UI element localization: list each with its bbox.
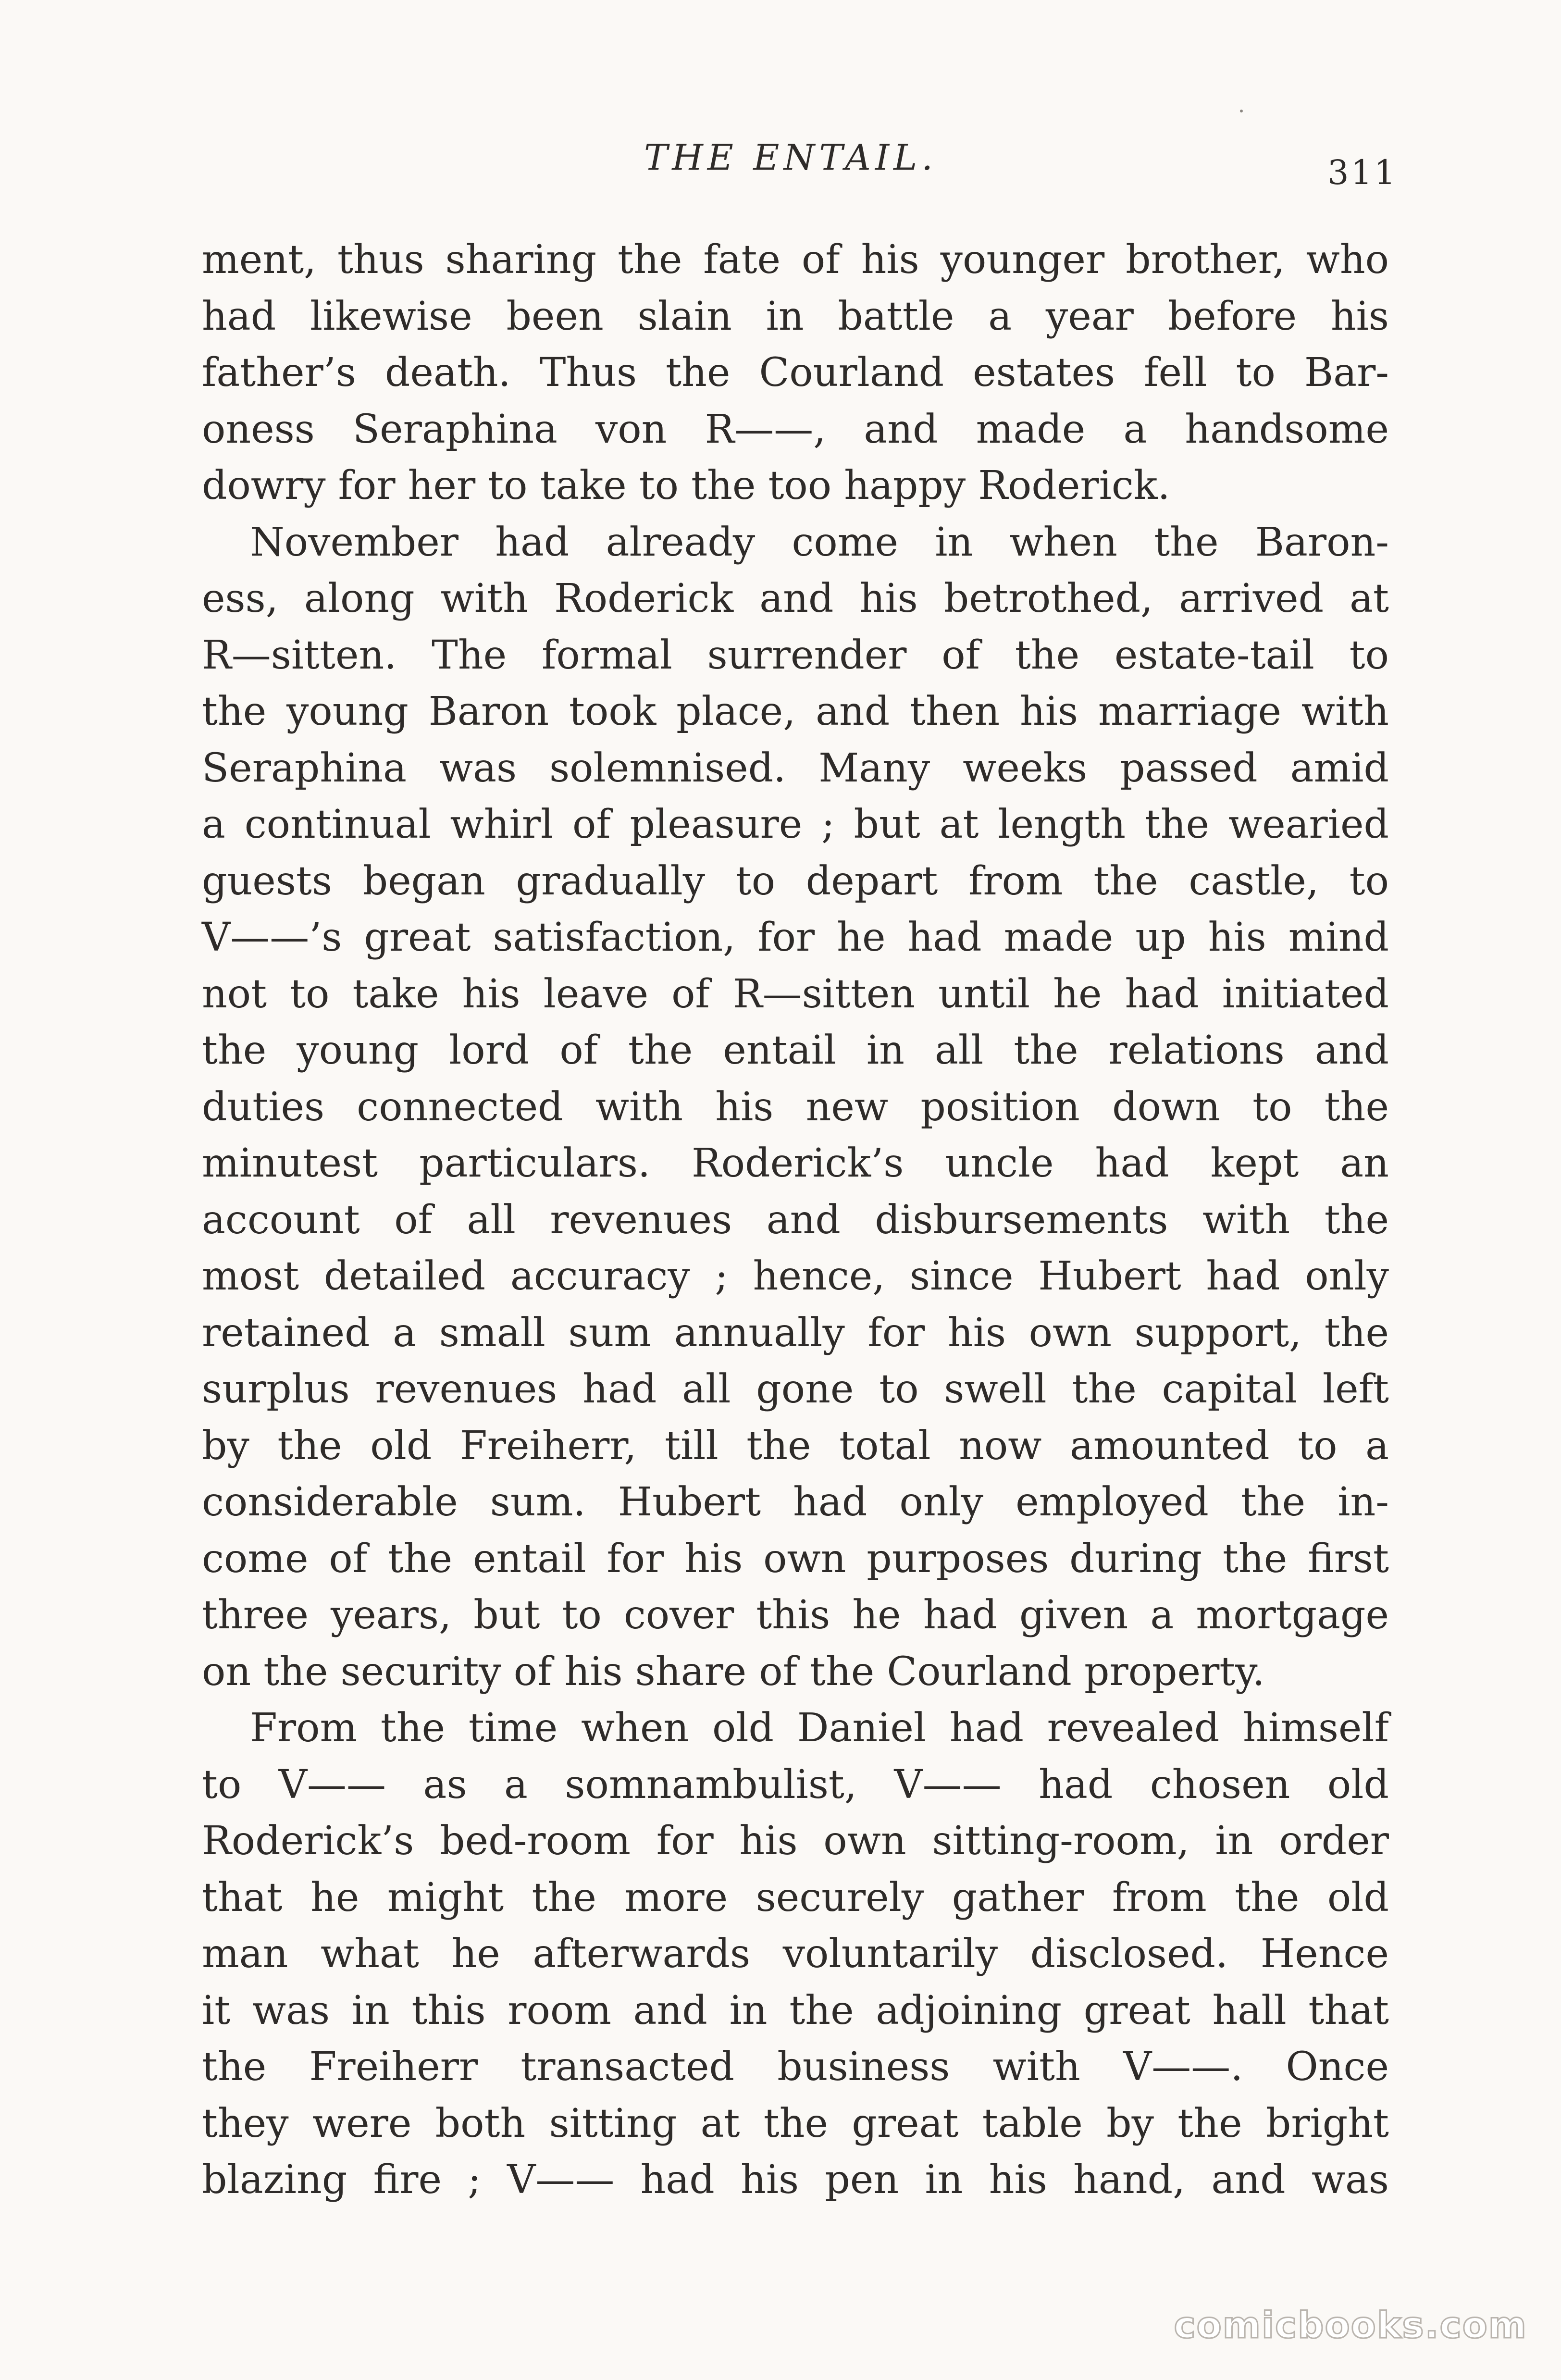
text-line: on the security of his share of the Courland property. bbox=[202, 1649, 1265, 1695]
text-line: not to take his leave of R—sitten until he had initiated bbox=[202, 971, 1389, 1017]
text-line: the Freiherr transacted business with V——. Once bbox=[202, 2044, 1389, 2090]
text-line: three years, but to cover this he had given a mortgage bbox=[202, 1592, 1389, 1638]
text-line: had likewise been slain in battle a year before his bbox=[202, 293, 1389, 339]
text-line: dowry for her to take to the too happy Roderick. bbox=[202, 463, 1170, 508]
text-line: Roderick’s bed-room for his own sitting-room, in order bbox=[202, 1818, 1389, 1864]
text-line: Seraphina was solemnised. Many weeks passed amid bbox=[202, 745, 1389, 791]
ink-speck bbox=[1240, 110, 1243, 112]
text-line: considerable sum. Hubert had only employed the in- bbox=[202, 1479, 1389, 1525]
text-line: ment, thus sharing the fate of his younger brother, who bbox=[202, 237, 1389, 283]
text-line: minutest particulars. Roderick’s uncle had kept an bbox=[202, 1140, 1389, 1186]
text-line: guests began gradually to depart from the castle, to bbox=[202, 858, 1389, 904]
text-line: the young Baron took place, and then his marriage with bbox=[202, 689, 1389, 734]
text-line: it was in this room and in the adjoining great hall that bbox=[202, 1987, 1389, 2033]
body-text bbox=[202, 232, 1389, 2208]
text-line: most detailed accuracy ; hence, since Hubert had only bbox=[202, 1253, 1389, 1299]
text-line: ess, along with Roderick and his betrothed, arrived at bbox=[202, 576, 1389, 621]
text-line: duties connected with his new position down to the bbox=[202, 1084, 1389, 1130]
text-line: oness Seraphina von R——, and made a handsome bbox=[202, 406, 1389, 452]
text-line: father’s death. Thus the Courland estates fell to Bar- bbox=[202, 350, 1389, 396]
watermark-logo: comicbooks.com bbox=[1174, 2304, 1527, 2346]
text-line: account of all revenues and disbursements with the bbox=[202, 1197, 1389, 1243]
text-line: that he might the more securely gather from the old bbox=[202, 1874, 1389, 1921]
text-line: man what he afterwards voluntarily disclosed. Hence bbox=[202, 1931, 1389, 1977]
text-line: November had already come in when the Baron- bbox=[250, 519, 1389, 565]
text-line: by the old Freiherr, till the total now amounted to a bbox=[202, 1423, 1389, 1469]
text-line: to V—— as a somnambulist, V—— had chosen old bbox=[202, 1761, 1389, 1808]
text-line: a continual whirl of pleasure ; but at length the wearied bbox=[202, 802, 1389, 847]
text-line: the young lord of the entail in all the relations and bbox=[202, 1028, 1389, 1073]
text-line: surplus revenues had all gone to swell the capital left bbox=[202, 1366, 1389, 1412]
text-line: retained a small sum annually for his own support, the bbox=[202, 1310, 1389, 1356]
running-title: THE ENTAIL. bbox=[644, 137, 937, 178]
text-line: come of the entail for his own purposes during the first bbox=[202, 1536, 1389, 1582]
text-line: From the time when old Daniel had revealed himself bbox=[250, 1705, 1389, 1751]
text-line: V——’s great satisfaction, for he had made up his mind bbox=[202, 915, 1389, 960]
text-line: R—sitten. The formal surrender of the estate-tail to bbox=[202, 632, 1389, 678]
text-line: they were both sitting at the great table by the bright bbox=[202, 2100, 1389, 2146]
page-number: 311 bbox=[1327, 153, 1398, 192]
text-line: blazing fire ; V—— had his pen in his hand, and was bbox=[202, 2157, 1389, 2203]
